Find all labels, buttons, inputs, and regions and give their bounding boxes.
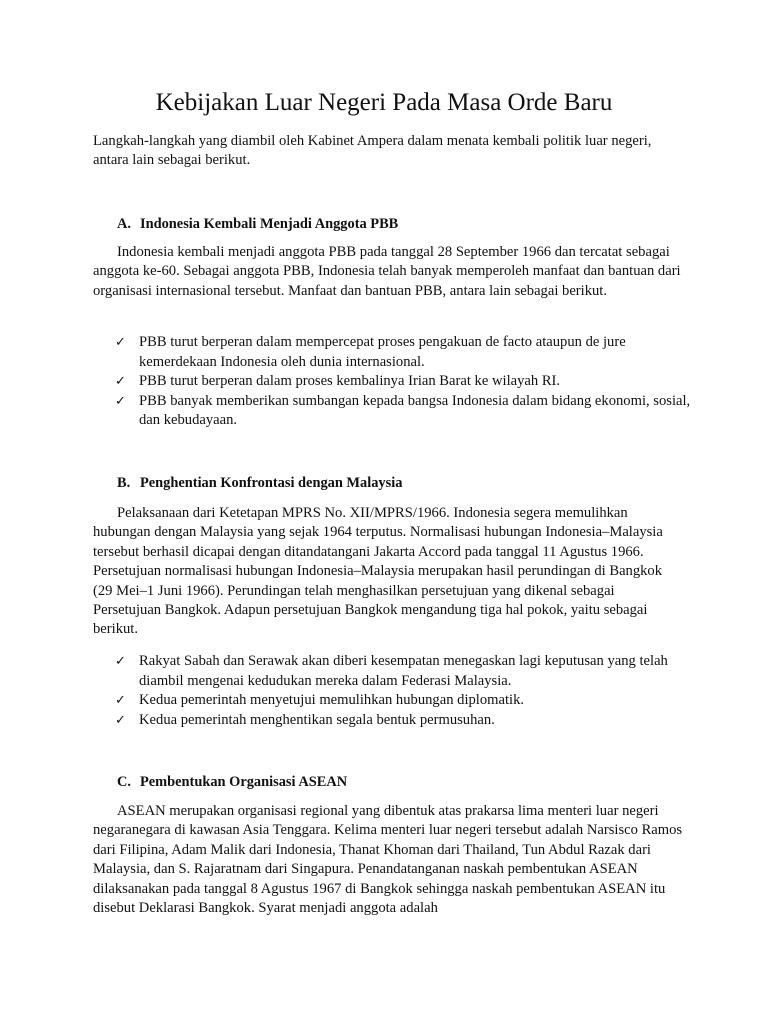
section-a-checklist	[0, 333, 768, 431]
page-title: Kebijakan Luar Negeri Pada Masa Orde Baru	[155, 89, 613, 116]
section-c-heading	[117, 773, 347, 792]
section-c-letter: C.	[117, 774, 131, 790]
section-a-letter: A.	[117, 216, 131, 232]
intro-paragraph: Langkah-langkah yang diambil oleh Kabinet Ampera dalam menata kembali politik luar negeri, antara lain sebagai berikut.	[93, 133, 652, 169]
section-b-checklist	[0, 652, 768, 730]
section-a-paragraph: Indonesia kembali menjadi anggota PBB pada tanggal 28 September 1966 dan tercatat sebagai anggota ke-60. Sebagai anggota PBB, Indonesia telah banyak memperoleh manfaat dan bantuan dari organisasi internasional tersebut. Manfaat dan bantuan PBB, antara lain sebagai berikut.	[93, 244, 681, 299]
list-item	[0, 372, 768, 392]
list-item-text: Kedua pemerintah menghentikan segala bentuk permusuhan.	[139, 711, 495, 728]
list-item	[0, 392, 768, 431]
list-item	[0, 691, 768, 711]
list-item	[0, 652, 768, 691]
section-b-title: Penghentian Konfrontasi dengan Malaysia	[140, 475, 403, 491]
section-b-paragraph: Pelaksanaan dari Ketetapan MPRS No. XII/MPRS/1966. Indonesia segera memulihkan hubungan dengan Malaysia yang sejak 1964 terputus. Normalisasi hubungan Indonesia–Malaysia tersebut berhasil dicapai dengan ditandatangani Jakarta Accord pada tanggal 11 Agustus 1966. Persetujuan normalisasi hubungan Indonesia–Malaysia merupakan hasil perundingan di Bangkok (29 Mei–1 Juni 1966). Perundingan telah menghasilkan persetujuan yang dikenal sebagai Persetujuan Bangkok. Adapun persetujuan Bangkok mengandung tiga hal pokok, yaitu sebagai berikut.	[93, 505, 663, 638]
list-item	[0, 711, 768, 731]
check-icon: ✓	[115, 654, 126, 669]
list-item	[0, 333, 768, 372]
check-icon: ✓	[115, 693, 126, 709]
section-b-heading	[117, 474, 402, 493]
section-c-title: Pembentukan Organisasi ASEAN	[140, 774, 348, 790]
check-icon: ✓	[115, 712, 126, 728]
list-item-text: PBB banyak memberikan sumbangan kepada bangsa Indonesia dalam bidang ekonomi, sosial, dan kebudayaan.	[139, 392, 691, 429]
section-c-paragraph: ASEAN merupakan organisasi regional yang dibentuk atas prakarsa lima menteri luar negeri negaranegara di kawasan Asia Tenggara. Kelima menteri luar negeri tersebut adalah Narsisco Ramos dari Filipina, Adam Malik dari Indonesia, Thanat Khoman dari Thailand, Tun Abdul Razak dari Malaysia, dan S. Rajaratnam dari Singapura. Penandatanganan naskah pembentukan ASEAN dilaksanakan pada tanggal 8 Agustus 1967 di Bangkok sehingga naskah pembentukan ASEAN itu disebut Deklarasi Bangkok. Syarat menjadi anggota adalah	[93, 803, 683, 917]
list-item-text: PBB turut berperan dalam mempercepat proses pengakuan de facto ataupun de jure kemerdekaan Indonesia oleh dunia internasional.	[139, 334, 626, 370]
section-a-title: Indonesia Kembali Menjadi Anggota PBB	[140, 216, 399, 232]
list-item-text: Rakyat Sabah dan Serawak akan diberi kesempatan menegaskan lagi keputusan yang telah diambil mengenai kedudukan mereka dalam Federasi Malaysia.	[139, 653, 668, 689]
check-icon: ✓	[115, 374, 126, 390]
check-icon: ✓	[115, 335, 126, 350]
section-a-heading	[117, 215, 398, 234]
section-b-letter: B.	[117, 475, 131, 491]
check-icon: ✓	[115, 393, 126, 409]
list-item-text: Kedua pemerintah menyetujui memulihkan hubungan diplomatik.	[139, 692, 525, 709]
list-item-text: PBB turut berperan dalam proses kembalinya Irian Barat ke wilayah RI.	[139, 373, 561, 390]
